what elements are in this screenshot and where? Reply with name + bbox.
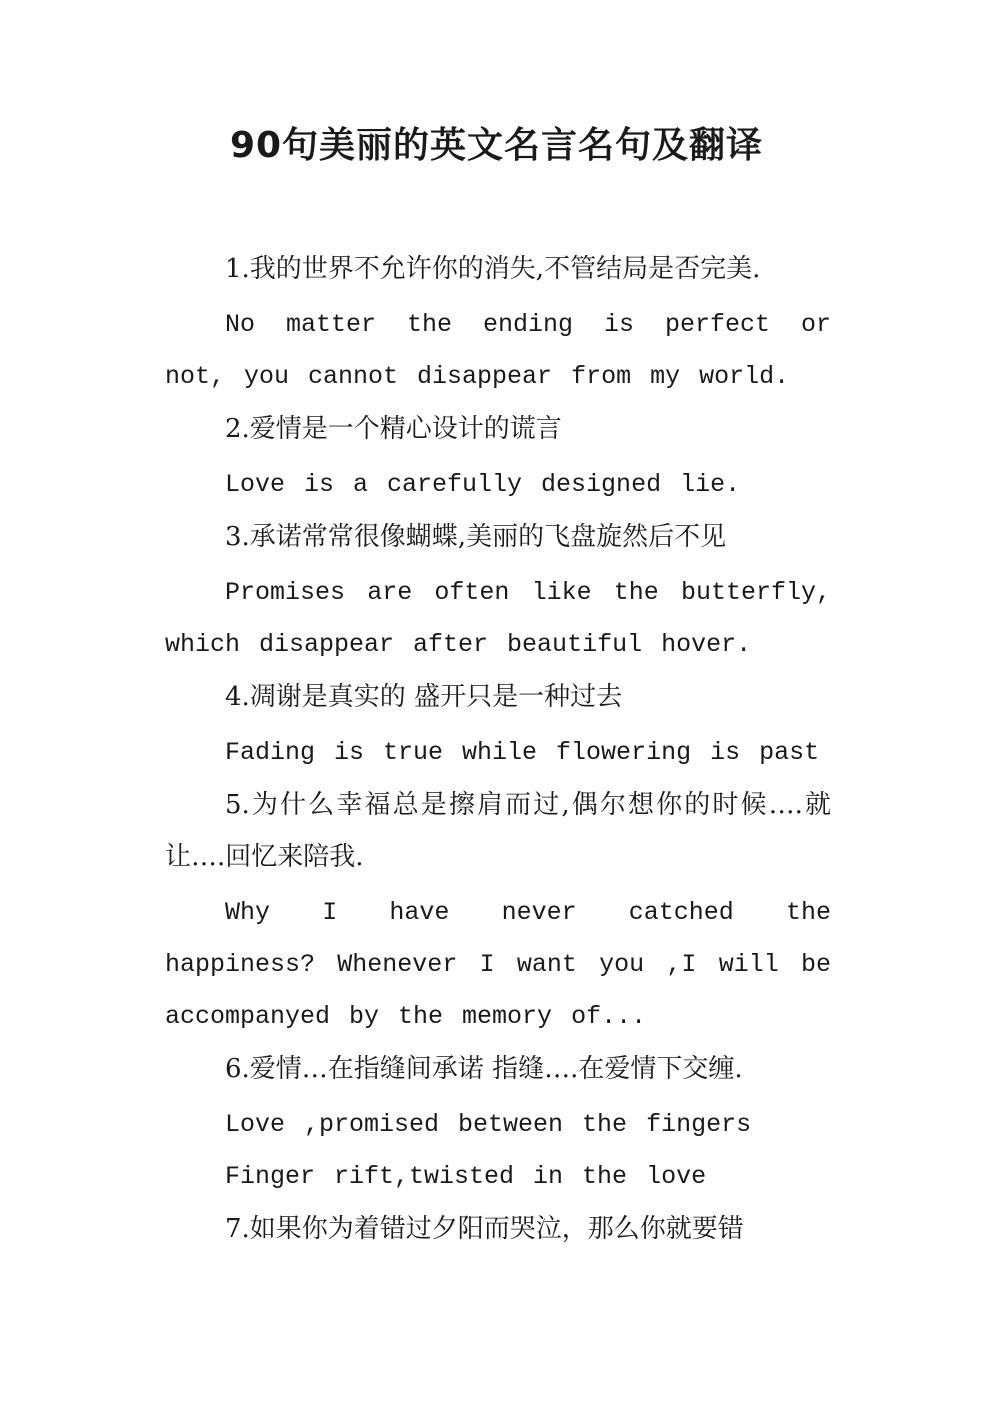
paragraph-3-en: Promises are often like the butterfly, which disappear after beautiful hover.	[165, 578, 831, 659]
paragraph-6-en-line-2: Finger rift,twisted in the love	[225, 1162, 707, 1191]
paragraph-4-en: Fading is true while flowering is past	[225, 738, 820, 767]
paragraph-5-en: Why I have never catched the happiness? Whenever I want you ,I will be accompanyed by the memory of...	[165, 898, 831, 1031]
paragraph-3-zh: 3.承诺常常很像蝴蝶,美丽的飞盘旋然后不见	[225, 522, 727, 552]
paragraph-2-zh: 2.爱情是一个精心设计的谎言	[225, 414, 562, 444]
paragraph-5-zh: 5.为什么幸福总是擦肩而过,偶尔想你的时候….就让….回忆来陪我.	[165, 790, 831, 872]
paragraph-1-en: No matter the ending is perfect or not, you cannot disappear from my world.	[165, 310, 831, 391]
document-title: 90句美丽的英文名言名句及翻译	[229, 125, 764, 166]
paragraph-4-zh: 4.凋谢是真实的 盛开只是一种过去	[225, 682, 623, 712]
document-body	[165, 243, 831, 1255]
paragraph-2-en: Love is a carefully designed lie.	[225, 470, 741, 499]
paragraph-6-en-line-1: Love ,promised between the fingers	[225, 1110, 752, 1139]
paragraph-1-zh: 1.我的世界不允许你的消失,不管结局是否完美.	[225, 254, 761, 284]
paragraph-7-zh: 7.如果你为着错过夕阳而哭泣，那么你就要错	[225, 1214, 744, 1244]
paragraph-6-zh: 6.爱情…在指缝间承诺 指缝….在爱情下交缠.	[225, 1054, 743, 1084]
